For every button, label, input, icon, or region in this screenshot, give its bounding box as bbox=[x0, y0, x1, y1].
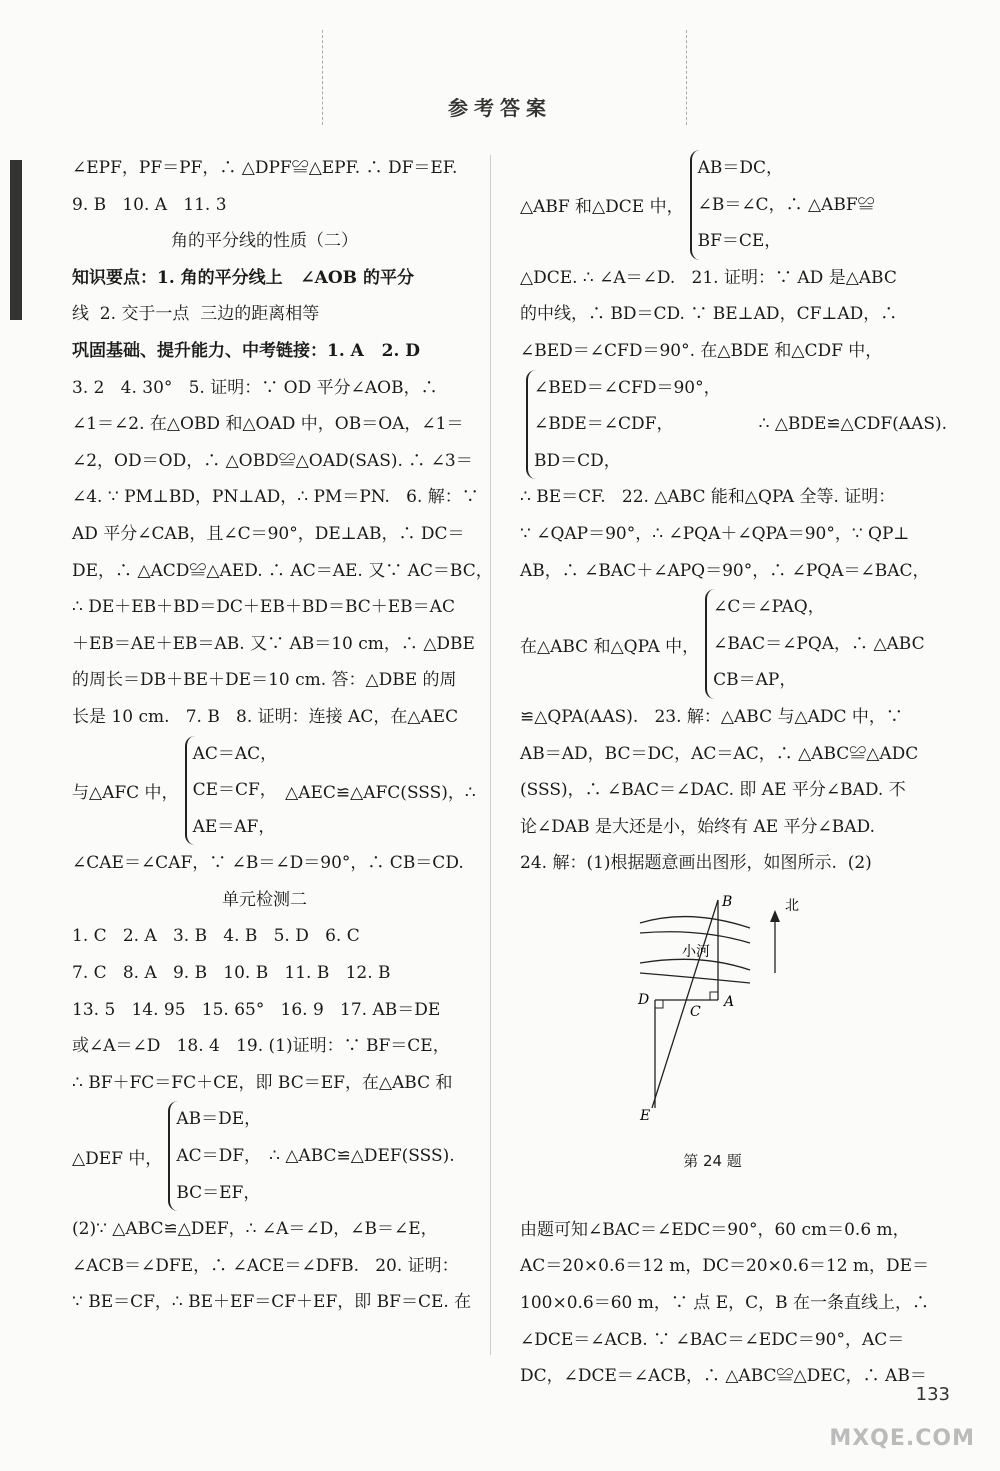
text-line: ∴ BF＋FC＝FC＋CE，即 BC＝EF，在△ABC 和 bbox=[72, 1072, 453, 1093]
river-label: 小河 bbox=[682, 944, 710, 960]
right-angle-mark bbox=[710, 992, 718, 1000]
brace-group bbox=[705, 589, 925, 699]
brace-group bbox=[690, 150, 875, 260]
text-line: 3. 2 4. 30° 5. 证明：∵ OD 平分∠AOB，∴ bbox=[72, 377, 438, 398]
river-bank-line bbox=[640, 959, 750, 970]
equation-system bbox=[72, 736, 476, 846]
text-line: 长是 10 cm. 7. B 8. 证明：连接 AC，在△AEC bbox=[72, 706, 459, 727]
brace-group bbox=[168, 1101, 261, 1211]
label-e: E bbox=[640, 1108, 651, 1124]
system-line: ∠BAC＝∠PQA，∴ △ABC bbox=[713, 633, 925, 654]
system-line: AB＝DE， bbox=[176, 1109, 262, 1130]
text-line: ∠EPF，PF＝PF，∴ △DPF≌△EPF. ∴ DF＝EF. bbox=[72, 158, 458, 178]
brace-group bbox=[185, 736, 278, 846]
equation-system bbox=[520, 370, 948, 480]
figure-svg bbox=[600, 888, 840, 1143]
north-label: 北 bbox=[785, 898, 799, 914]
system-suffix: ∴ △BDE≌△CDF(AAS). bbox=[758, 414, 948, 435]
system-line: AE＝AF， bbox=[192, 816, 276, 837]
text-line: 的中线，∴ BD＝CD. ∵ BE⊥AD，CF⊥AD，∴ bbox=[520, 304, 898, 325]
left-column bbox=[72, 150, 493, 1321]
text-line: ∠2，OD＝OD，∴ △OBD≌△OAD(SAS). ∴ ∠3＝ bbox=[72, 450, 473, 471]
text-line: △DCE. ∴ ∠A＝∠D. 21. 证明：∵ AD 是△ABC bbox=[520, 267, 897, 288]
river-bank-line bbox=[640, 917, 750, 928]
text-line: AD 平分∠CAB，且∠C＝90°，DE⊥AB，∴ DC＝ bbox=[72, 523, 465, 544]
text-line: 知识要点：1. 角的平分线上 ∠AOB 的平分 bbox=[72, 267, 414, 288]
text-line: AB，∴ ∠BAC＋∠APQ＝90°，∴ ∠PQA＝∠BAC， bbox=[520, 560, 930, 581]
right-angle-mark bbox=[655, 1000, 663, 1008]
figure-caption: 第 24 题 bbox=[683, 1152, 742, 1170]
system-suffix: ∴ △ABC≌△DEF(SSS). bbox=[269, 1146, 455, 1167]
text-line: 1. C 2. A 3. B 4. B 5. D 6. C bbox=[72, 926, 360, 947]
system-line: ∠B＝∠C，∴ △ABF≌ bbox=[697, 194, 875, 215]
text-line: ∠BED＝∠CFD＝90°. 在△BDE 和△CDF 中， bbox=[520, 340, 883, 361]
text-line: ≌△QPA(AAS). 23. 解：△ABC 与△ADC 中，∵ bbox=[520, 706, 903, 727]
text-line: DC，∠DCE＝∠ACB，∴ △ABC≌△DEC，∴ AB＝ bbox=[520, 1366, 927, 1387]
text-line: 24. 解：(1)根据题意画出图形，如图所示. (2) bbox=[520, 853, 872, 874]
system-suffix: △AEC≌△AFC(SSS)，∴ bbox=[285, 782, 476, 803]
text-line: ∠DCE＝∠ACB. ∵ ∠BAC＝∠EDC＝90°，AC＝ bbox=[520, 1329, 905, 1350]
text-line: 9. B 10. A 11. 3 bbox=[72, 194, 227, 215]
system-line: CB＝AP， bbox=[713, 670, 797, 691]
text-line: 论∠DAB 是大还是小，始终有 AE 平分∠BAD. bbox=[520, 816, 875, 837]
system-line: BF＝CE， bbox=[697, 231, 782, 252]
text-line: AC＝20×0.6＝12 m，DC＝20×0.6＝12 m，DE＝ bbox=[520, 1256, 930, 1277]
column-divider bbox=[490, 155, 491, 1355]
text-line: (SSS)，∴ ∠BAC＝∠DAC. 即 AE 平分∠BAD. 不 bbox=[520, 780, 906, 801]
label-c: C bbox=[690, 1004, 701, 1020]
text-line: 的周长＝DB＋BE＋DE＝10 cm. 答：△DBE 的周 bbox=[72, 670, 457, 691]
text-line: 巩固基础、提升能力、中考链接：1. A 2. D bbox=[72, 340, 421, 361]
system-line: CE＝CF， bbox=[192, 780, 277, 801]
system-line: AC＝AC， bbox=[192, 743, 278, 764]
text-line: ∵ ∠QAP＝90°，∴ ∠PQA＋∠QPA＝90°，∵ QP⊥ bbox=[520, 523, 910, 544]
text-line: ∠ACB＝∠DFE，∴ ∠ACE＝∠DFB. 20. 证明： bbox=[72, 1255, 459, 1276]
equation-system bbox=[520, 589, 925, 699]
geometry-figure bbox=[600, 888, 840, 1143]
text-line: 或∠A＝∠D 18. 4 19. (1)证明：∵ BF＝CE， bbox=[72, 1036, 450, 1057]
text-line: 13. 5 14. 95 15. 65° 16. 9 17. AB＝DE bbox=[72, 999, 441, 1020]
label-b: B bbox=[722, 894, 733, 910]
text-line: DE，∴ △ACD≌△AED. ∴ AC＝AE. 又∵ AC＝BC， bbox=[72, 560, 493, 581]
text-line: ∴ DE＋EB＋BD＝DC＋EB＋BD＝BC＋EB＝AC bbox=[72, 597, 455, 618]
system-prefix: △ABF 和△DCE 中， bbox=[520, 197, 684, 218]
text-line: (2)∵ △ABC≌△DEF，∴ ∠A＝∠D，∠B＝∠E， bbox=[72, 1219, 438, 1240]
section-heading: 单元检测二 bbox=[222, 889, 307, 910]
text-line: ∠CAE＝∠CAF，∵ ∠B＝∠D＝90°，∴ CB＝CD. bbox=[72, 853, 464, 874]
text-line: ∠4. ∵ PM⊥BD，PN⊥AD，∴ PM＝PN. 6. 解：∵ bbox=[72, 487, 479, 508]
equation-system bbox=[520, 150, 905, 260]
label-d: D bbox=[638, 992, 650, 1008]
page-title: 参考答案 bbox=[448, 96, 552, 120]
text-line: ＋EB＝AE＋EB＝AB. 又∵ AB＝10 cm，∴ △DBE bbox=[72, 633, 475, 654]
north-arrow-head bbox=[770, 910, 780, 922]
label-a: A bbox=[724, 994, 735, 1010]
text-line: AB＝AD，BC＝DC，AC＝AC，∴ △ABC≌△ADC bbox=[520, 743, 919, 764]
system-line: ∠C＝∠PAQ， bbox=[713, 597, 825, 618]
system-prefix: △DEF 中， bbox=[72, 1148, 163, 1169]
system-line: AC＝DF， bbox=[176, 1146, 262, 1167]
system-line: BC＝EF， bbox=[176, 1182, 261, 1203]
system-line: BD＝CD， bbox=[534, 450, 621, 471]
page-number: 133 bbox=[915, 1384, 950, 1405]
system-prefix: 在△ABC 和△QPA 中， bbox=[520, 636, 700, 657]
system-prefix: 与△AFC 中， bbox=[72, 782, 179, 803]
section-heading: 角的平分线的性质（二） bbox=[171, 231, 358, 252]
system-line: ∠BDE＝∠CDF， bbox=[534, 414, 674, 435]
equation-system bbox=[72, 1101, 457, 1211]
text-line: ∵ BE＝CF，∴ BE＋EF＝CF＋EF，即 BF＝CE. 在 bbox=[72, 1292, 472, 1313]
system-line: ∠BED＝∠CFD＝90°， bbox=[534, 377, 721, 398]
brace-group bbox=[526, 370, 721, 480]
text-line: 线 2. 交于一点 三边的距离相等 bbox=[72, 304, 320, 325]
river-bank-line bbox=[640, 932, 750, 943]
system-line: AB＝DC， bbox=[697, 158, 783, 178]
text-line: 7. C 8. A 9. B 10. B 11. B 12. B bbox=[72, 963, 391, 984]
binding-mark bbox=[10, 160, 22, 320]
text-line: 由题可知∠BAC＝∠EDC＝90°，60 cm＝0.6 m， bbox=[520, 1219, 910, 1240]
text-line: ∴ BE＝CF. 22. △ABC 能和△QPA 全等. 证明： bbox=[520, 487, 896, 508]
right-column bbox=[520, 150, 948, 1395]
watermark: MXQE.COM bbox=[829, 1426, 975, 1451]
text-line: ∠1＝∠2. 在△OBD 和△OAD 中，OB＝OA，∠1＝ bbox=[72, 414, 464, 435]
text-line: 100×0.6＝60 m，∵ 点 E，C，B 在一条直线上，∴ bbox=[520, 1293, 930, 1314]
